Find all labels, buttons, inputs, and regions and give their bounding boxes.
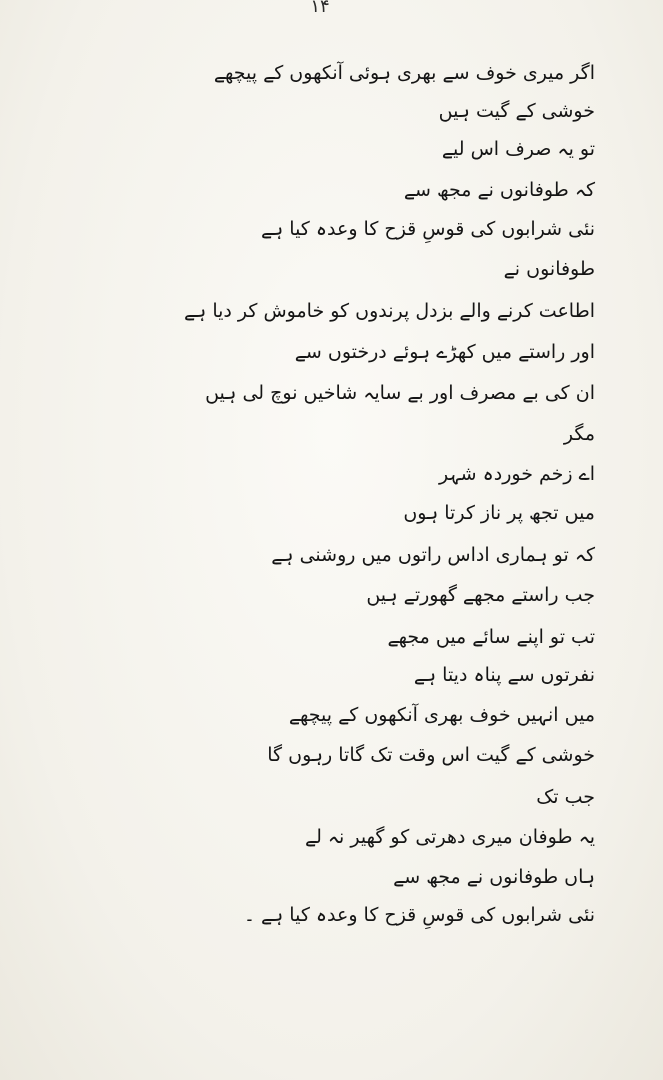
poem-line: مگر	[563, 423, 595, 445]
poem-line: کہ تو ہماری اداس راتوں میں روشنی ہے	[271, 544, 595, 566]
poem-line: تب تو اپنے سائے میں مجھے	[387, 626, 595, 648]
poem-line: اگر میری خوف سے بھری ہوئی آنکھوں کے پیچھے	[213, 62, 595, 84]
poem-line: طوفانوں نے	[503, 258, 595, 280]
poem-line: خوشی کے گیت اس وقت تک گاتا رہوں گا	[267, 744, 595, 766]
poem-line: خوشی کے گیت ہیں	[438, 100, 595, 122]
poem-line: میں تجھ پر ناز کرتا ہوں	[403, 502, 595, 524]
poem-line: ہاں طوفانوں نے مجھ سے	[393, 866, 595, 888]
poem-line: میں انہیں خوف بھری آنکھوں کے پیچھے	[288, 704, 595, 726]
poem-line: اے زخم خوردہ شہر	[439, 463, 595, 485]
page-number: ۱۴	[310, 0, 330, 17]
poem-line: جب تک	[536, 786, 595, 808]
poem-line: نفرتوں سے پناہ دیتا ہے	[413, 664, 595, 686]
poem-line: جب راستے مجھے گھورتے ہیں	[366, 584, 595, 606]
poem-line: تو یہ صرف اس لیے	[441, 138, 595, 160]
poem-line: نئی شرابوں کی قوسِ قزح کا وعدہ کیا ہے	[260, 218, 595, 240]
poem-line: اور راستے میں کھڑے ہوئے درختوں سے	[294, 341, 595, 363]
poem-line: کہ طوفانوں نے مجھ سے	[403, 179, 595, 201]
poem-line: یہ طوفان میری دھرتی کو گھیر نہ لے	[304, 826, 595, 848]
poem-line: نئی شرابوں کی قوسِ قزح کا وعدہ کیا ہے ۔	[243, 904, 595, 926]
poem-line: اطاعت کرنے والے بزدل پرندوں کو خاموش کر دیا ہے	[184, 300, 595, 322]
poem-line: ان کی بے مصرف اور بے سایہ شاخیں نوچ لی ہیں	[205, 382, 595, 404]
